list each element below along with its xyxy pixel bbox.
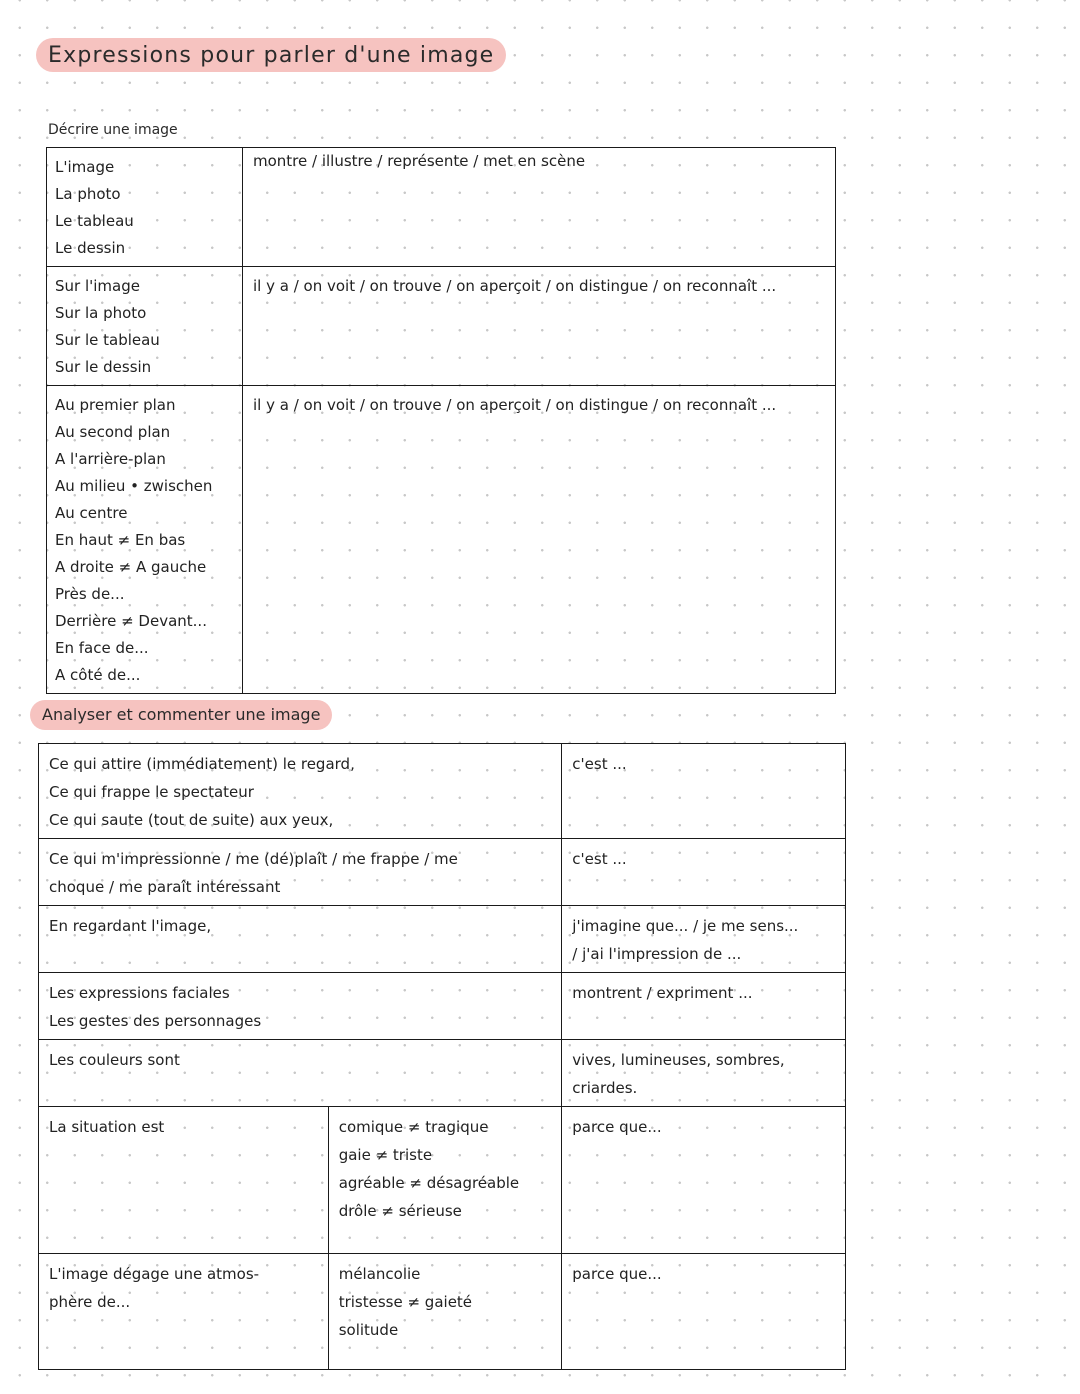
list-item: comique ≠ tragique [338,1118,489,1136]
list-item: En regardant l'image, [49,917,212,935]
verb-cell [243,267,836,386]
table-row [39,1107,846,1254]
page-title: Expressions pour parler d'une image [36,38,506,72]
list-item: Le dessin [55,239,126,257]
subject-list [47,148,243,267]
table-row [39,906,846,973]
list-item: En face de... [55,639,149,657]
completion-cell [562,839,846,906]
list-item: A droite ≠ A gauche [55,558,207,576]
list-item: Au premier plan [55,396,176,414]
completion-cell [562,744,846,839]
list-item: vives, lumineuses, sombres, [572,1051,785,1069]
list-item: gaie ≠ triste [338,1146,433,1164]
section-heading-analyze: Analyser et commenter une image [30,700,332,730]
list-item: Ce qui m'impressionne / me (dé)plaît / me frappe / me [49,850,458,868]
list-item: Sur l'image [55,277,140,295]
list-item: phère de... [49,1293,131,1311]
table-row [39,1254,846,1370]
list-item: Les gestes des personnages [49,1012,262,1030]
list-item: mélancolie [338,1265,421,1283]
list-item: Ce qui frappe le spectateur [49,783,254,801]
list-item: Les expressions faciales [49,984,230,1002]
list-item: montrent / expriment ... [572,984,753,1002]
list-item: Au milieu • zwischen [55,477,213,495]
completion-cell [562,1254,846,1370]
list-item: La photo [55,185,121,203]
list-item: drôle ≠ sérieuse [338,1202,462,1220]
list-item: La situation est [49,1118,165,1136]
verb-cell [243,148,836,267]
phrase-cell [39,1040,562,1107]
table-row [39,744,846,839]
section-heading-describe: Décrire une image [48,122,178,138]
position-list [47,386,243,694]
list-item: parce que... [572,1118,662,1136]
list-item: L'image dégage une atmos- [49,1265,260,1283]
phrase-cell [39,839,562,906]
list-item: Derrière ≠ Devant... [55,612,207,630]
verb-cell [243,386,836,694]
phrase-cell [39,1107,329,1254]
list-item: Sur la photo [55,304,147,322]
list-item: Au second plan [55,423,171,441]
location-list [47,267,243,386]
list-item: c'est ... [572,850,627,868]
list-item: choque / me paraît intéressant [49,878,281,896]
completion-cell [562,973,846,1040]
list-item: Ce qui saute (tout de suite) aux yeux, [49,811,334,829]
table-row [47,267,836,386]
describe-image-table [46,147,836,694]
list-item: j'imagine que... / je me sens... [572,917,799,935]
completion-cell [562,1107,846,1254]
table-row [47,148,836,267]
list-item: solitude [338,1321,399,1339]
completion-cell [562,906,846,973]
verb-list: il y a / on voit / on trouve / on aperçoit / on distingue / on reconnaît ... [253,277,777,295]
table-row [39,839,846,906]
adjective-cell [328,1107,562,1254]
list-item: tristesse ≠ gaieté [338,1293,473,1311]
phrase-cell [39,906,562,973]
list-item: Les couleurs sont [49,1051,180,1069]
list-item: Sur le dessin [55,358,152,376]
list-item: Au centre [55,504,128,522]
list-item: En haut ≠ En bas [55,531,186,549]
list-item: Le tableau [55,212,134,230]
adjective-cell [328,1254,562,1370]
list-item: agréable ≠ désagréable [338,1174,520,1192]
phrase-cell [39,744,562,839]
list-item: Près de... [55,585,125,603]
table-row [47,386,836,694]
list-item: parce que... [572,1265,662,1283]
table-row [39,973,846,1040]
list-item: L'image [55,158,115,176]
list-item: A côté de... [55,666,141,684]
list-item: criardes. [572,1079,638,1097]
list-item: Sur le tableau [55,331,160,349]
phrase-cell [39,1254,329,1370]
analyze-image-table [38,743,846,1370]
list-item: / j'ai l'impression de ... [572,945,742,963]
verb-list: il y a / on voit / on trouve / on aperçoit / on distingue / on reconnaît ... [253,396,777,414]
verb-list: montre / illustre / représente / met en scène [253,152,586,170]
list-item: c'est ... [572,755,627,773]
table-row [39,1040,846,1107]
list-item: Ce qui attire (immédiatement) le regard, [49,755,355,773]
completion-cell [562,1040,846,1107]
list-item: A l'arrière-plan [55,450,166,468]
phrase-cell [39,973,562,1040]
